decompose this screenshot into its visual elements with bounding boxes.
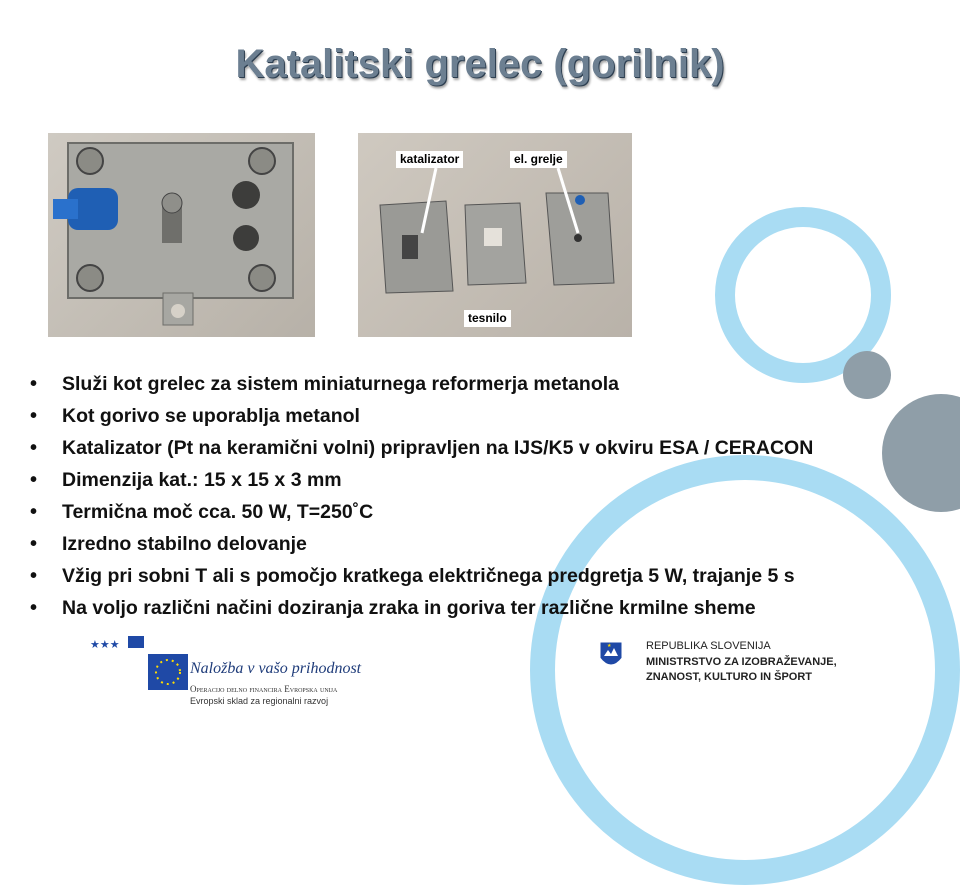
ministry-line2: MINISTRSTVO ZA IZOBRAŽEVANJE, bbox=[646, 656, 837, 668]
eu-stars-icon bbox=[88, 632, 188, 692]
svg-text:★: ★ bbox=[607, 643, 612, 649]
label-katalizator: katalizator bbox=[396, 151, 463, 168]
feature-list bbox=[30, 368, 813, 624]
decorative-dot-large bbox=[882, 394, 960, 512]
slide-title: Katalitski grelec (gorilnik) bbox=[235, 42, 725, 86]
heater-parts-photo bbox=[358, 133, 632, 337]
slovenia-crest-icon bbox=[598, 640, 624, 672]
eu-slogan: Naložba v vašo prihodnost bbox=[190, 660, 362, 677]
bullet-item: • Termična moč cca. 50 W, T=250˚C bbox=[30, 496, 813, 528]
label-el-grelje: el. grelje bbox=[510, 151, 567, 168]
eu-logo bbox=[88, 632, 388, 712]
bullet-item: • Kot gorivo se uporablja metanol bbox=[30, 400, 813, 432]
bullet-item: • Katalizator (Pt na keramični volni) pripravljen na IJS/K5 v okviru ESA / CERACON bbox=[30, 432, 813, 464]
eu-funding-line2: Evropski sklad za regionalni razvoj bbox=[190, 696, 329, 706]
catalytic-heater-photo-icon bbox=[48, 133, 315, 337]
bullet-item: • Izredno stabilno delovanje bbox=[30, 528, 813, 560]
ministry-line3: ZNANOST, KULTURO IN ŠPORT bbox=[646, 671, 813, 683]
ministry-logo bbox=[596, 636, 846, 696]
svg-text:★★★: ★★★ bbox=[90, 638, 120, 651]
eu-funding-line1: Operacijo delno financira Evropska unija bbox=[190, 684, 338, 694]
heater-photo bbox=[48, 133, 315, 337]
decorative-dot-small bbox=[843, 351, 891, 399]
ministry-line1: REPUBLIKA SLOVENIJA bbox=[646, 640, 771, 652]
bullet-item: • Vžig pri sobni T ali s pomočjo kratkega električnega predgretja 5 W, trajanje 5 s bbox=[30, 560, 813, 592]
bullet-item: • Dimenzija kat.: 15 x 15 x 3 mm bbox=[30, 464, 813, 496]
bullet-item: • Na voljo različni načini doziranja zraka in goriva ter različne krmilne sheme bbox=[30, 592, 813, 624]
label-tesnilo: tesnilo bbox=[464, 310, 511, 327]
bullet-item: • Služi kot grelec za sistem miniaturnega reformerja metanola bbox=[30, 368, 813, 400]
